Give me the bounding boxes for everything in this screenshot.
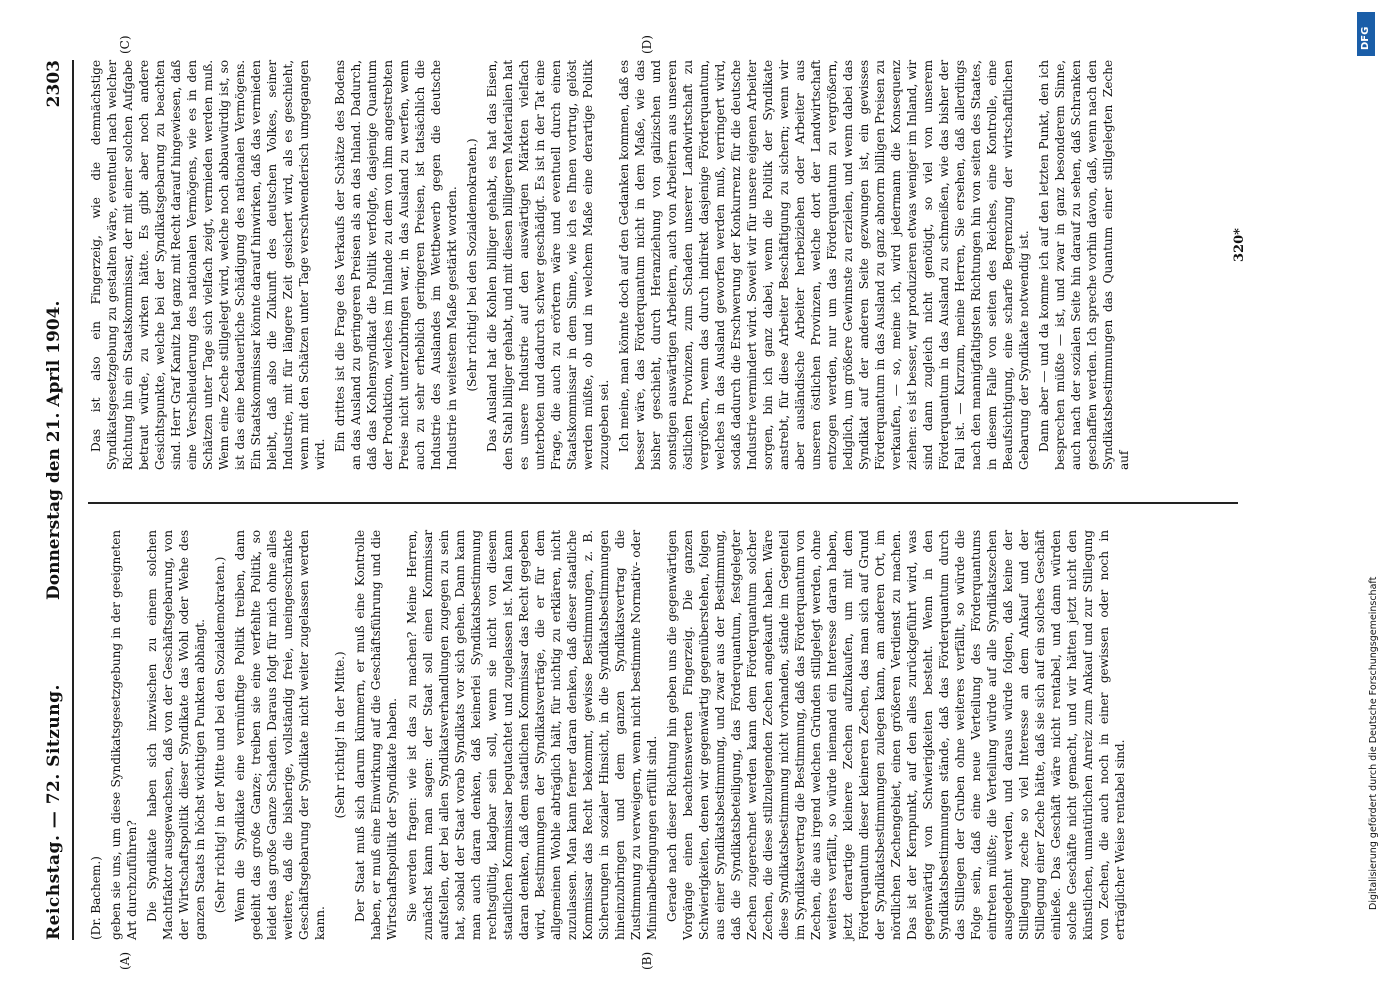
digitization-note (1352, 10, 1379, 990)
margin-mark-b: (B) (640, 951, 654, 970)
speaker-label: (Dr. Bachem.) (89, 856, 103, 940)
left-paragraph: Die Syndikate haben sich inzwischen zu einem solchen Machtfaktor ausgewachsen, daß von der Geschäftsgebarung, von der Wirtschaftspolitik dieser Syndikate das Wohl oder Wehe des ganzen Staats in höchst wichtigen Punkten abhängt. (145, 530, 207, 940)
left-column (88, 530, 1132, 940)
right-paragraph: Ein drittes ist die Frage des Verkaufs der Schätze des Bodens an das Ausland zu geringeren Preisen als an das Inland. Dadurch, daß das Kohlensyndikat die Politik verfolgte, dasjenige Quantum der Produktion, welches im Inlande zu dem von ihm angestrebten Preise nicht unterzubringen war, in das Ausland zu werfen, wenn auch zu sehr erheblich geringeren Preisen, ist tatsächlich die Industrie des Auslandes im Wettbewerb gegen die deutsche Industrie in weitestem Maße gestärkt worden. (333, 60, 459, 470)
left-interjection: (Sehr richtig! in der Mitte und bei den Sozialdemokraten.) (213, 556, 227, 914)
margin-mark-d: (D) (640, 35, 654, 54)
left-paragraph: geben sie uns, um diese Syndikatsgesetzgebung in der geeigneten Art durchzuführen? (109, 530, 139, 940)
column-divider (88, 502, 1238, 504)
left-interjection: (Sehr richtig! in der Mitte.) (333, 651, 347, 819)
header-date: Donnerstag den 21. April 1904. (44, 300, 64, 600)
left-paragraph: Wenn die Syndikate eine vernünftige Politik treiben, dann gedeiht das große Ganze; treiben sie eine verfehlte Politik, so leidet das große Ganze Schaden. Daraus folgt für mich ohne alles weitere, daß die bisherige, vollständig freie, uneingeschränkte Geschäftsgebarung der Syndikate nicht weiter zugelassen werden kann. (233, 530, 327, 940)
page-header (38, 60, 74, 940)
right-interjection: (Sehr richtig! bei den Sozialdemokraten.) (465, 138, 479, 392)
right-paragraph: Das Ausland hat die Kohlen billiger gehabt, es hat das Eisen, den Stahl billiger gehabt, und mit diesen billigeren Materialien hat es unsere Industrie auf den auswärtigen Märkten vielfach unterboten und dadurch schwer geschädigt. Es ist in der Tat eine Frage, die auch zu erörtern wäre und eventuell durch einen Staatskommissar in dem Sinne, wie ich es Ihnen vortrug, gelöst werden müßte, ob und in welchem Maße eine derartige Politik zuzugeben sei. (485, 60, 611, 470)
margin-mark-a: (A) (118, 951, 132, 970)
header-page-number: 2303 (44, 60, 64, 108)
header-left: Reichstag. — 72. Sitzung. (44, 684, 64, 940)
right-paragraph: Dann aber — und da komme ich auf den letzten Punkt, den ich besprechen müßte — ist, und zwar in ganz besonderem Sinne, auch nach der sozialen Seite hin darauf zu sehen, daß Schranken geschaffen werden. Ich spreche vorhin davon, daß, wenn nach den Syndikatsbestimmungen das Quantum einer stillgelegten Zeche auf (1037, 60, 1131, 470)
left-paragraph: Gerade nach dieser Richtung hin geben uns die gegenwärtigen Vorgänge einen beachtenswerten Fingerzeig. Die ganzen Schwierigkeiten, denen wir gegenwärtig gegenüberstehen, folgen aus einer Syndikatsbestimmung, und zwar aus der Bestimmung, daß die Syndikatsbeteiligung, das Förderquantum, festgelegter Zechen zugerechnet werden kann dem Förderquantum solcher Zechen, die diese stillzulegenden Zechen angekauft haben. Wäre diese Syndikatsbestimmung nicht vorhanden, stände im Gegenteil im Syndikatsvertrag die Bestimmung, daß das Förderquantum von Zechen, die aus irgend welchen Gründen stillgelegt werden, ohne weiteres verfällt, so würde niemand ein Interesse daran haben, jetzt derartige kleinere Zechen aufzukaufen, um mit dem Förderquantum dieser kleineren Zechen, das man sich auf Grund der Syndikatsbestimmungen zulegen kann, am anderen Ort, im nördlichen Zechengebiet, einen größeren Verdienst zu machen. Das ist der Kernpunkt, auf den alles zurückgeführt wird, was gegenwärtig von Schwierigkeiten besteht. Wenn in den Syndikatsbestimmungen stände, daß das Förderquantum durch das Stillegen der Gruben ohne weiteres verfällt, so würde die Folge sein, daß eine neue Verteilung des Förderquantums eintreten müßte; die Verteilung würde auf alle Syndikatszechen ausgedehnt werden, und daraus würde folgen, daß keine der Stillegung zeche so viel Interesse an dem Ankauf und der Stillegung einer Zeche hätte, daß sie sich auf ein solches Geschäft einließe. Das Geschäft wäre nicht rentabel, und dann würden solche Geschäfte nicht gemacht, und wir hätten jetzt nicht den künstlichen, unnatürlichen Anreiz zum Ankauf und zur Stillegung von Zechen, die auch noch in einer gewissen oder noch in erträglicher Weise rentabel sind. (665, 530, 1127, 940)
signature-number: 320* (1232, 228, 1247, 262)
left-paragraph: Sie werden fragen: wie ist das zu machen? Meine Herren, zunächst kann man sagen: der Staat soll einen Kommissar aufstellen, der bei allen Syndikatsverhandlungen zugegen zu sein hat, sobald der Staat vorab Syndikats vor sich gehen. Dann kann man auch daran denken, daß keinerlei Syndikatsbestimmung rechtsgültig, klagbar sein soll, wenn sie nicht von diesem staatlichen Kommissar begutachtet und zugelassen ist. Man kann daran denken, daß dem staatlichen Kommissar das Recht gegeben wird, Bestimmungen der Syndikatsverträge, die er für dem allgemeinen Wohle abträglich hält, für nichtig zu erklären, nicht zuzulassen. Man kann ferner daran denken, daß dieser staatliche Kommissar das Recht bekommt, gewisse Bestimmungen, z. B. Sicherungen in sozialer Hinsicht, in die Syndikatsbestimmungen hineinzubringen und dem ganzen Syndikatsvertrag die Zustimmung zu verweigern, wenn nicht bestimmte Normativ- oder Minimalbedingungen erfüllt sind. (405, 530, 659, 940)
digitization-text: Digitalisierung gefördert durch die Deutsche Forschungsgemeinschaft (1368, 576, 1379, 910)
right-paragraph: Das ist also ein Fingerzeig, wie die demnächstige Syndikatsgesetzgebung zu gestalten wäre, eventuell nach welcher Richtung hin ein Staatskommissar, der mit einer solchen Aufgabe betraut würde, zu wirken hätte. Es gibt aber noch andere Gesichtspunkte, welche bei der Syndikatsgebarung zu beachten sind. Herr Graf Kanitz hat ganz mit Recht darauf hingewiesen, daß eine Verschleuderung des nationalen Vermögens, wie es in den Schätzen unter Tage sich vielfach zeigt, vermieden werden muß. Wenn eine Zeche stillgelegt wird, welche noch abbauwürdig ist, so ist das eine bedauerliche Schädigung des nationalen Vermögens. Ein Staatskommissar könnte darauf hinwirken, daß das vermieden bleibt, daß also die Zukunft des deutschen Volkes, seiner Industrie, mit für längere Zeit gesichert wird, als es geschieht, wenn mit den Schätzen unter Tage verschwenderisch umgegangen wird. (89, 60, 327, 470)
dfg-logo (1357, 12, 1375, 56)
dfg-logo-text: DFG (1360, 26, 1371, 50)
left-paragraph: Der Staat muß sich darum kümmern, er muß eine Kontrolle haben, er muß eine Einwirkung auf die Geschäftsführung und die Wirtschaftspolitik der Syndikate haben. (353, 530, 399, 940)
right-paragraph: Ich meine, man könnte doch auf den Gedanken kommen, daß es besser wäre, das Förderquantum nicht in dem Maße, wie das bisher geschieht, durch Heranziehung von galizischen und sonstigen auswärtigen Arbeitern, auch von Arbeitern aus unseren östlichen Provinzen, zum Schaden unserer Landwirtschaft zu vergrößern, wenn das durch indirekt dasjenige Förderquantum, welches in das Ausland geworfen werden muß, verringert wird, sodaß dadurch die Erschwerung der Konkurrenz für die deutsche Industrie vermindert wird. Soweit wir für unsere eigenen Arbeiter sorgen, bin ich ganz dabei, wenn die Politik der Syndikate anstrebt, für diese Arbeiter Beschäftigung zu sichern; wenn wir aber ausländische Arbeiter herbeiziehen oder Arbeiter aus unseren östlichen Provinzen, welche dort der Landwirtschaft entzogen werden, nur um das Förderquantum zu vergrößern, lediglich, um größere Gewinnste zu erzielen, und wenn dabei das Syndikat auf der anderen Seite gezwungen ist, ein gewisses Förderquantum in das Ausland zu ganz abnorm billigen Preisen zu verkaufen, — so, meine ich, wird jedermann die Konsequenz ziehen: es ist besser, wir produzieren etwas weniger im Inland, wir sind dann zugleich nicht genötigt, so viel von unserem Förderquantum in das Ausland zu schmeißen, wie das bisher der Fall ist. — Kurzum, meine Herren, Sie ersehen, daß allerdings nach den mannigfaltigsten Richtungen hin von seiten des Staates, in diesem Falle von seiten des Reiches, eine Kontrolle, eine Beaufsichtigung, eine scharfe Begrenzung der wirtschaftlichen Gebarung der Syndikate notwendig ist. (617, 60, 1031, 470)
margin-mark-c: (C) (118, 35, 132, 54)
right-column (88, 60, 1136, 470)
